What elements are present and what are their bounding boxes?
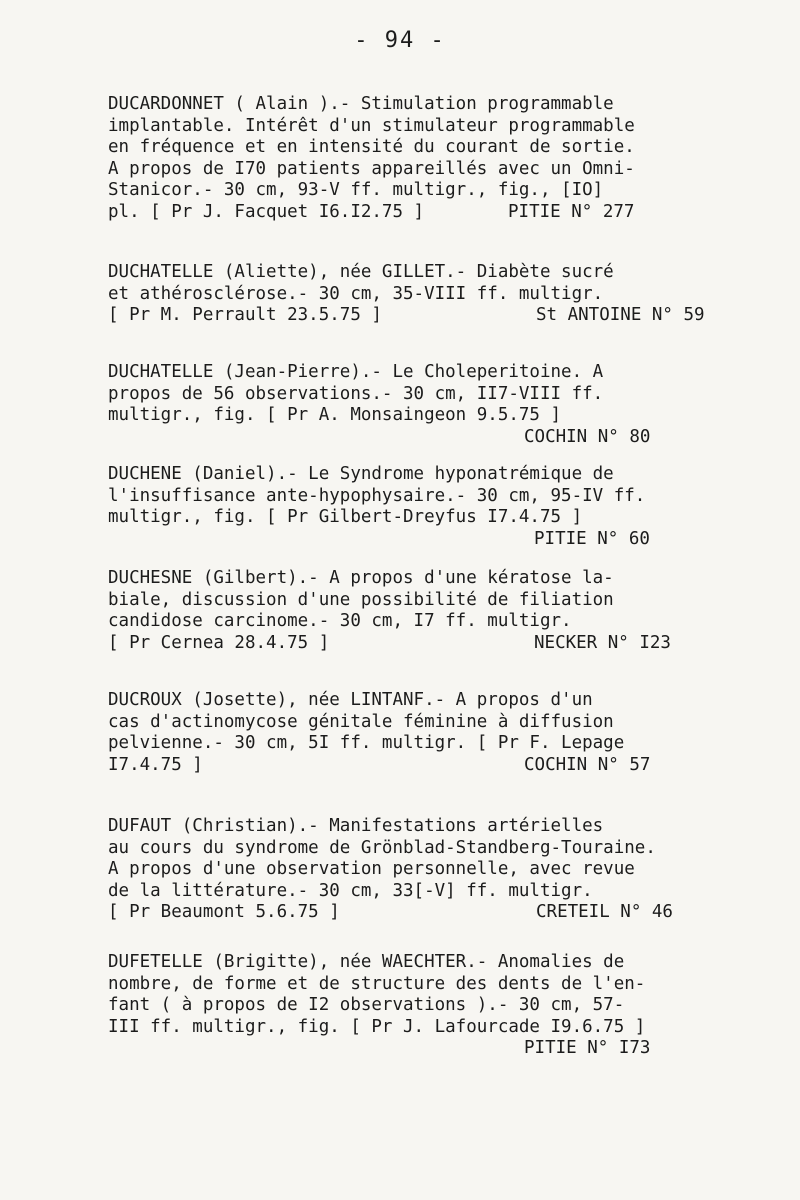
location-label: PITIE N° I73 <box>524 1038 651 1058</box>
entry-line: fant ( à propos de I2 observations ).- 30 cm, 57- <box>108 995 625 1015</box>
thesis-entry <box>108 816 708 924</box>
thesis-entry <box>108 262 708 327</box>
location-label: CRETEIL N° 46 <box>536 902 673 922</box>
thesis-entry <box>108 464 708 550</box>
entry-line: [ Pr Beaumont 5.6.75 ] <box>108 902 340 922</box>
entry-line: biale, discussion d'une possibilité de filiation <box>108 589 614 610</box>
entry-line: DUCHENE (Daniel).- Le Syndrome hyponatrémique de <box>108 464 614 484</box>
entry-line: A propos de I70 patients appareillés avec un Omni- <box>108 158 635 179</box>
entry-line: nombre, de forme et de structure des dents de l'en- <box>108 973 646 994</box>
thesis-entry <box>108 362 708 448</box>
entry-line: multigr., fig. [ Pr A. Monsaingeon 9.5.75 ] <box>108 405 562 425</box>
thesis-entry <box>108 952 708 1060</box>
thesis-entry <box>108 690 708 776</box>
entry-line: A propos d'une observation personnelle, avec revue <box>108 859 635 879</box>
entry-line-with-location <box>108 633 708 655</box>
entry-line: DUFAUT (Christian).- Manifestations artérielles <box>108 816 604 836</box>
entry-line: en fréquence et en intensité du courant de sortie. <box>108 137 635 157</box>
entry-line-with-location <box>108 202 708 224</box>
thesis-entry <box>108 94 708 223</box>
location-label: PITIE N° 60 <box>534 528 650 549</box>
page-number: - 94 - <box>354 28 446 53</box>
entry-line: DUCARDONNET ( Alain ).- Stimulation programmable <box>108 94 614 114</box>
entry-line: implantable. Intérêt d'un stimulateur programmable <box>108 115 635 136</box>
entry-line: [ Pr Cernea 28.4.75 ] <box>108 632 330 653</box>
entry-line: au cours du syndrome de Grönblad-Standberg-Touraine. <box>108 837 656 858</box>
location-row <box>108 427 708 449</box>
entry-line: DUCHESNE (Gilbert).- A propos d'une kératose la- <box>108 568 614 588</box>
location-row <box>108 529 708 551</box>
entry-line: DUFETELLE (Brigitte), née WAECHTER.- Anomalies de <box>108 952 625 972</box>
entry-line: multigr., fig. [ Pr Gilbert-Dreyfus I7.4.75 ] <box>108 507 583 527</box>
location-label: COCHIN N° 80 <box>524 426 651 447</box>
location-label: PITIE N° 277 <box>508 201 635 222</box>
entry-line: [ Pr M. Perrault 23.5.75 ] <box>108 305 382 325</box>
entry-line: propos de 56 observations.- 30 cm, II7-VIII ff. <box>108 383 604 404</box>
entry-line-with-location <box>108 755 708 777</box>
location-label: St ANTOINE N° 59 <box>536 305 705 325</box>
entry-line: pl. [ Pr J. Facquet I6.I2.75 ] <box>108 201 425 222</box>
entry-line: DUCHATELLE (Aliette), née GILLET.- Diabète sucré <box>108 262 614 282</box>
entry-line: I7.4.75 ] <box>108 754 203 775</box>
thesis-entry <box>108 568 708 654</box>
location-row <box>108 1038 708 1060</box>
entry-line: DUCROUX (Josette), née LINTANF.- A propos d'un <box>108 690 593 710</box>
entry-line-with-location <box>108 902 708 924</box>
entry-line: l'insuffisance ante-hypophysaire.- 30 cm, 95-IV ff. <box>108 485 646 506</box>
entry-line: DUCHATELLE (Jean-Pierre).- Le Choleperitoine. A <box>108 362 604 382</box>
entry-line: candidose carcinome.- 30 cm, I7 ff. multigr. <box>108 611 572 631</box>
entry-line: III ff. multigr., fig. [ Pr J. Lafourcade I9.6.75 ] <box>108 1016 646 1037</box>
entry-line: et athérosclérose.- 30 cm, 35-VIII ff. multigr. <box>108 283 604 304</box>
entry-line: pelvienne.- 30 cm, 5I ff. multigr. [ Pr F. Lepage <box>108 733 625 753</box>
location-label: COCHIN N° 57 <box>524 754 651 775</box>
location-label: NECKER N° I23 <box>534 632 671 653</box>
entry-line: Stanicor.- 30 cm, 93-V ff. multigr., fig., [IO] <box>108 180 604 200</box>
entry-line: de la littérature.- 30 cm, 33[-V] ff. multigr. <box>108 880 593 901</box>
entry-line: cas d'actinomycose génitale féminine à diffusion <box>108 711 614 732</box>
entry-line-with-location <box>108 305 708 327</box>
